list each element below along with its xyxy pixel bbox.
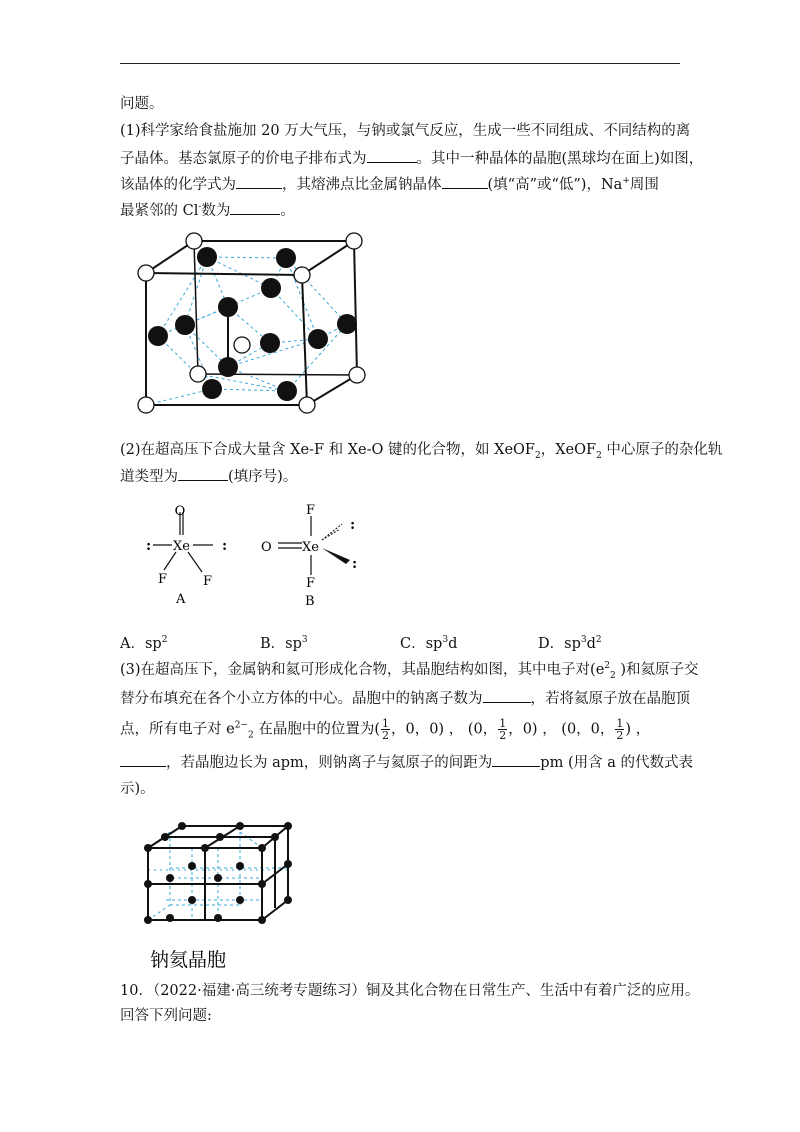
- q3-line-2: [120, 688, 690, 709]
- atom-white: [186, 233, 202, 249]
- answer-blank[interactable]: [492, 752, 540, 767]
- atom-black: [337, 314, 357, 334]
- answer-blank[interactable]: [367, 148, 417, 163]
- q10-line-1: 10．（2022·福建·高三统考专题练习）铜及其化合物在日常生产、生活中有着广泛的应用。: [120, 983, 700, 999]
- struct-a-fluorine: F: [203, 574, 213, 589]
- figure-caption: 钠氦晶胞: [150, 949, 227, 971]
- q2-text: 中心原子的杂化轨: [601, 442, 723, 458]
- atom-white: [346, 233, 362, 249]
- struct-a-oxygen: O: [174, 504, 186, 519]
- atom-black: [258, 844, 266, 852]
- atom-black: [218, 297, 238, 317]
- q3-text: ，若将氦原子放在晶胞顶: [530, 691, 690, 707]
- atom-black: [197, 247, 217, 267]
- subscript: 2: [596, 450, 602, 461]
- q3-line-4: [120, 752, 693, 773]
- atom-white: [190, 366, 206, 382]
- atom-black: [218, 357, 238, 377]
- q1-text: 。其中一种晶体的晶胞(黑球均在面上)如图，: [416, 151, 704, 167]
- option-d[interactable]: [538, 632, 602, 653]
- q3-text: 在晶胞中的位置为(: [253, 721, 380, 738]
- q3-text: pm (用含 a 的代数式表: [540, 755, 693, 771]
- struct-a-xenon: Xe: [173, 539, 190, 554]
- superscript: 2: [161, 635, 168, 646]
- option-label: B．sp: [260, 636, 302, 652]
- fraction-one-half: $\frac{1}{2}$: [499, 717, 507, 742]
- atom-black: [148, 326, 168, 346]
- superscript: 2: [604, 661, 611, 672]
- q2-line-1: [120, 440, 722, 460]
- q3-text: 替分布填充在各个小立方体的中心。晶胞中的钠离子数为: [120, 691, 483, 707]
- atom-white: [349, 367, 365, 383]
- q2-line-2: [120, 466, 297, 487]
- atom-black: [261, 278, 281, 298]
- intro-text: 问题。: [120, 96, 164, 112]
- lone-pair-dots: :: [146, 538, 152, 554]
- answer-blank[interactable]: [120, 752, 166, 767]
- q1-line-3: [120, 174, 659, 195]
- superscript: 3: [580, 635, 587, 646]
- atom-black: [188, 862, 196, 870]
- q1-text: ，其熔沸点比金属钠晶体: [282, 177, 442, 193]
- atom-black: [214, 914, 222, 922]
- atom-black: [214, 874, 222, 882]
- header-rule: [120, 63, 680, 64]
- atom-black: [236, 896, 244, 904]
- atom-black: [175, 315, 195, 335]
- answer-blank[interactable]: [230, 200, 280, 215]
- option-label: C．sp: [400, 636, 443, 652]
- struct-b-fluorine: F: [306, 503, 316, 518]
- subscript: 2: [610, 670, 616, 681]
- lone-pair-dots: :: [222, 538, 228, 554]
- atom-white: [138, 265, 154, 281]
- atom-black: [236, 822, 244, 830]
- lone-pair-dots: :: [352, 556, 358, 572]
- fraction-one-half: $\frac{1}{2}$: [381, 717, 389, 742]
- option-c[interactable]: [400, 632, 457, 653]
- option-label: A．sp: [120, 636, 162, 652]
- q1-text: 该晶体的化学式为: [120, 177, 236, 193]
- option-label: D．sp: [538, 636, 581, 652]
- q3-text: ，0，0) ， (0，: [390, 721, 498, 738]
- atom-black: [276, 248, 296, 268]
- q1-line-1: (1)科学家给食盐施加 20 万大气压，与钠或氯气反应，生成一些不同组成、不同结构的离: [120, 123, 691, 139]
- atom-white: [294, 267, 310, 283]
- q2-text: (2)在超高压下合成大量含 Xe-F 和 Xe-O 键的化合物，如 XeOF: [120, 442, 535, 458]
- answer-blank[interactable]: [442, 174, 488, 189]
- atom-black: [166, 874, 174, 882]
- q3-text: ，0) ， (0，0，: [508, 721, 615, 738]
- struct-b-fluorine: F: [306, 576, 316, 591]
- atom-black: [188, 896, 196, 904]
- na-he-crystal-cell-figure: [138, 815, 298, 975]
- atom-black: [308, 329, 328, 349]
- option-label: d: [586, 636, 596, 652]
- q1-text: 周围: [629, 177, 659, 193]
- atom-black: [284, 896, 292, 904]
- q3-text: ，若晶胞边长为 apm，则钠离子与氦原子的间距为: [166, 755, 493, 771]
- answer-blank[interactable]: [178, 466, 228, 481]
- answer-blank[interactable]: [483, 688, 531, 703]
- atom-black: [284, 822, 292, 830]
- q3-text: ) ，: [625, 721, 651, 738]
- struct-b-oxygen: O: [261, 540, 272, 555]
- atom-black: [258, 916, 266, 924]
- atom-black: [144, 844, 152, 852]
- q3-text: )和氦原子交: [615, 662, 699, 678]
- q10-line-2: 回答下列问题:: [120, 1008, 212, 1024]
- superscript: 3: [301, 635, 308, 646]
- q1-text: 子晶体。基态氯原子的价电子排布式为: [120, 151, 367, 167]
- atom-black: [258, 880, 266, 888]
- q3-line-1: [120, 660, 699, 680]
- option-a[interactable]: [120, 632, 167, 653]
- q2-text: ，XeOF: [540, 442, 597, 458]
- superscript: 2−: [234, 720, 248, 731]
- atom-black: [260, 333, 280, 353]
- answer-blank[interactable]: [236, 174, 282, 189]
- atom-black: [144, 916, 152, 924]
- atom-black: [166, 914, 174, 922]
- atom-black: [216, 833, 224, 841]
- atom-black: [178, 822, 186, 830]
- atom-black: [201, 844, 209, 852]
- q3-line-3: [120, 718, 650, 741]
- atom-white: [138, 397, 154, 413]
- superscript: 3: [442, 635, 449, 646]
- struct-b-xenon: Xe: [302, 540, 319, 555]
- q1-text: 最紧邻的 Cl: [120, 203, 199, 219]
- subscript: 2: [247, 730, 254, 741]
- fraction-one-half: $\frac{1}{2}$: [616, 717, 624, 742]
- q1-line-2: [120, 148, 703, 169]
- q3-line-5: 示)。: [120, 781, 155, 797]
- q1-line-4: [120, 200, 295, 221]
- lone-pair-dots: :: [350, 517, 356, 533]
- atom-black: [144, 880, 152, 888]
- q1-text: 数为: [201, 203, 231, 219]
- atom-white: [299, 397, 315, 413]
- option-b[interactable]: [260, 632, 308, 653]
- atom-white: [234, 337, 250, 353]
- q1-text: (填“高”或“低”)，Na: [487, 177, 623, 193]
- struct-a-label: A: [176, 592, 186, 607]
- superscript: 2: [595, 635, 602, 646]
- atom-black: [271, 833, 279, 841]
- atom-black: [161, 833, 169, 841]
- struct-b-label: B: [305, 594, 315, 609]
- q1-text: 。: [280, 203, 295, 219]
- q3-text: (3)在超高压下，金属钠和氦可形成化合物，其晶胞结构如图，其中电子对(e: [120, 662, 605, 678]
- option-label: d: [448, 636, 458, 652]
- superscript: +: [622, 176, 630, 187]
- atom-black: [236, 862, 244, 870]
- struct-a-fluorine: F: [158, 572, 168, 587]
- q2-text: (填序号)。: [228, 469, 298, 485]
- superscript: -: [198, 202, 202, 213]
- xeof2-structures-figure: [135, 498, 375, 610]
- q3-text: 点，所有电子对 e: [120, 721, 235, 738]
- subscript: 2: [535, 450, 541, 461]
- atom-black: [277, 381, 297, 401]
- nacl-crystal-cell-figure: [128, 228, 373, 418]
- atom-black: [284, 860, 292, 868]
- atom-black: [202, 379, 222, 399]
- q2-text: 道类型为: [120, 469, 178, 485]
